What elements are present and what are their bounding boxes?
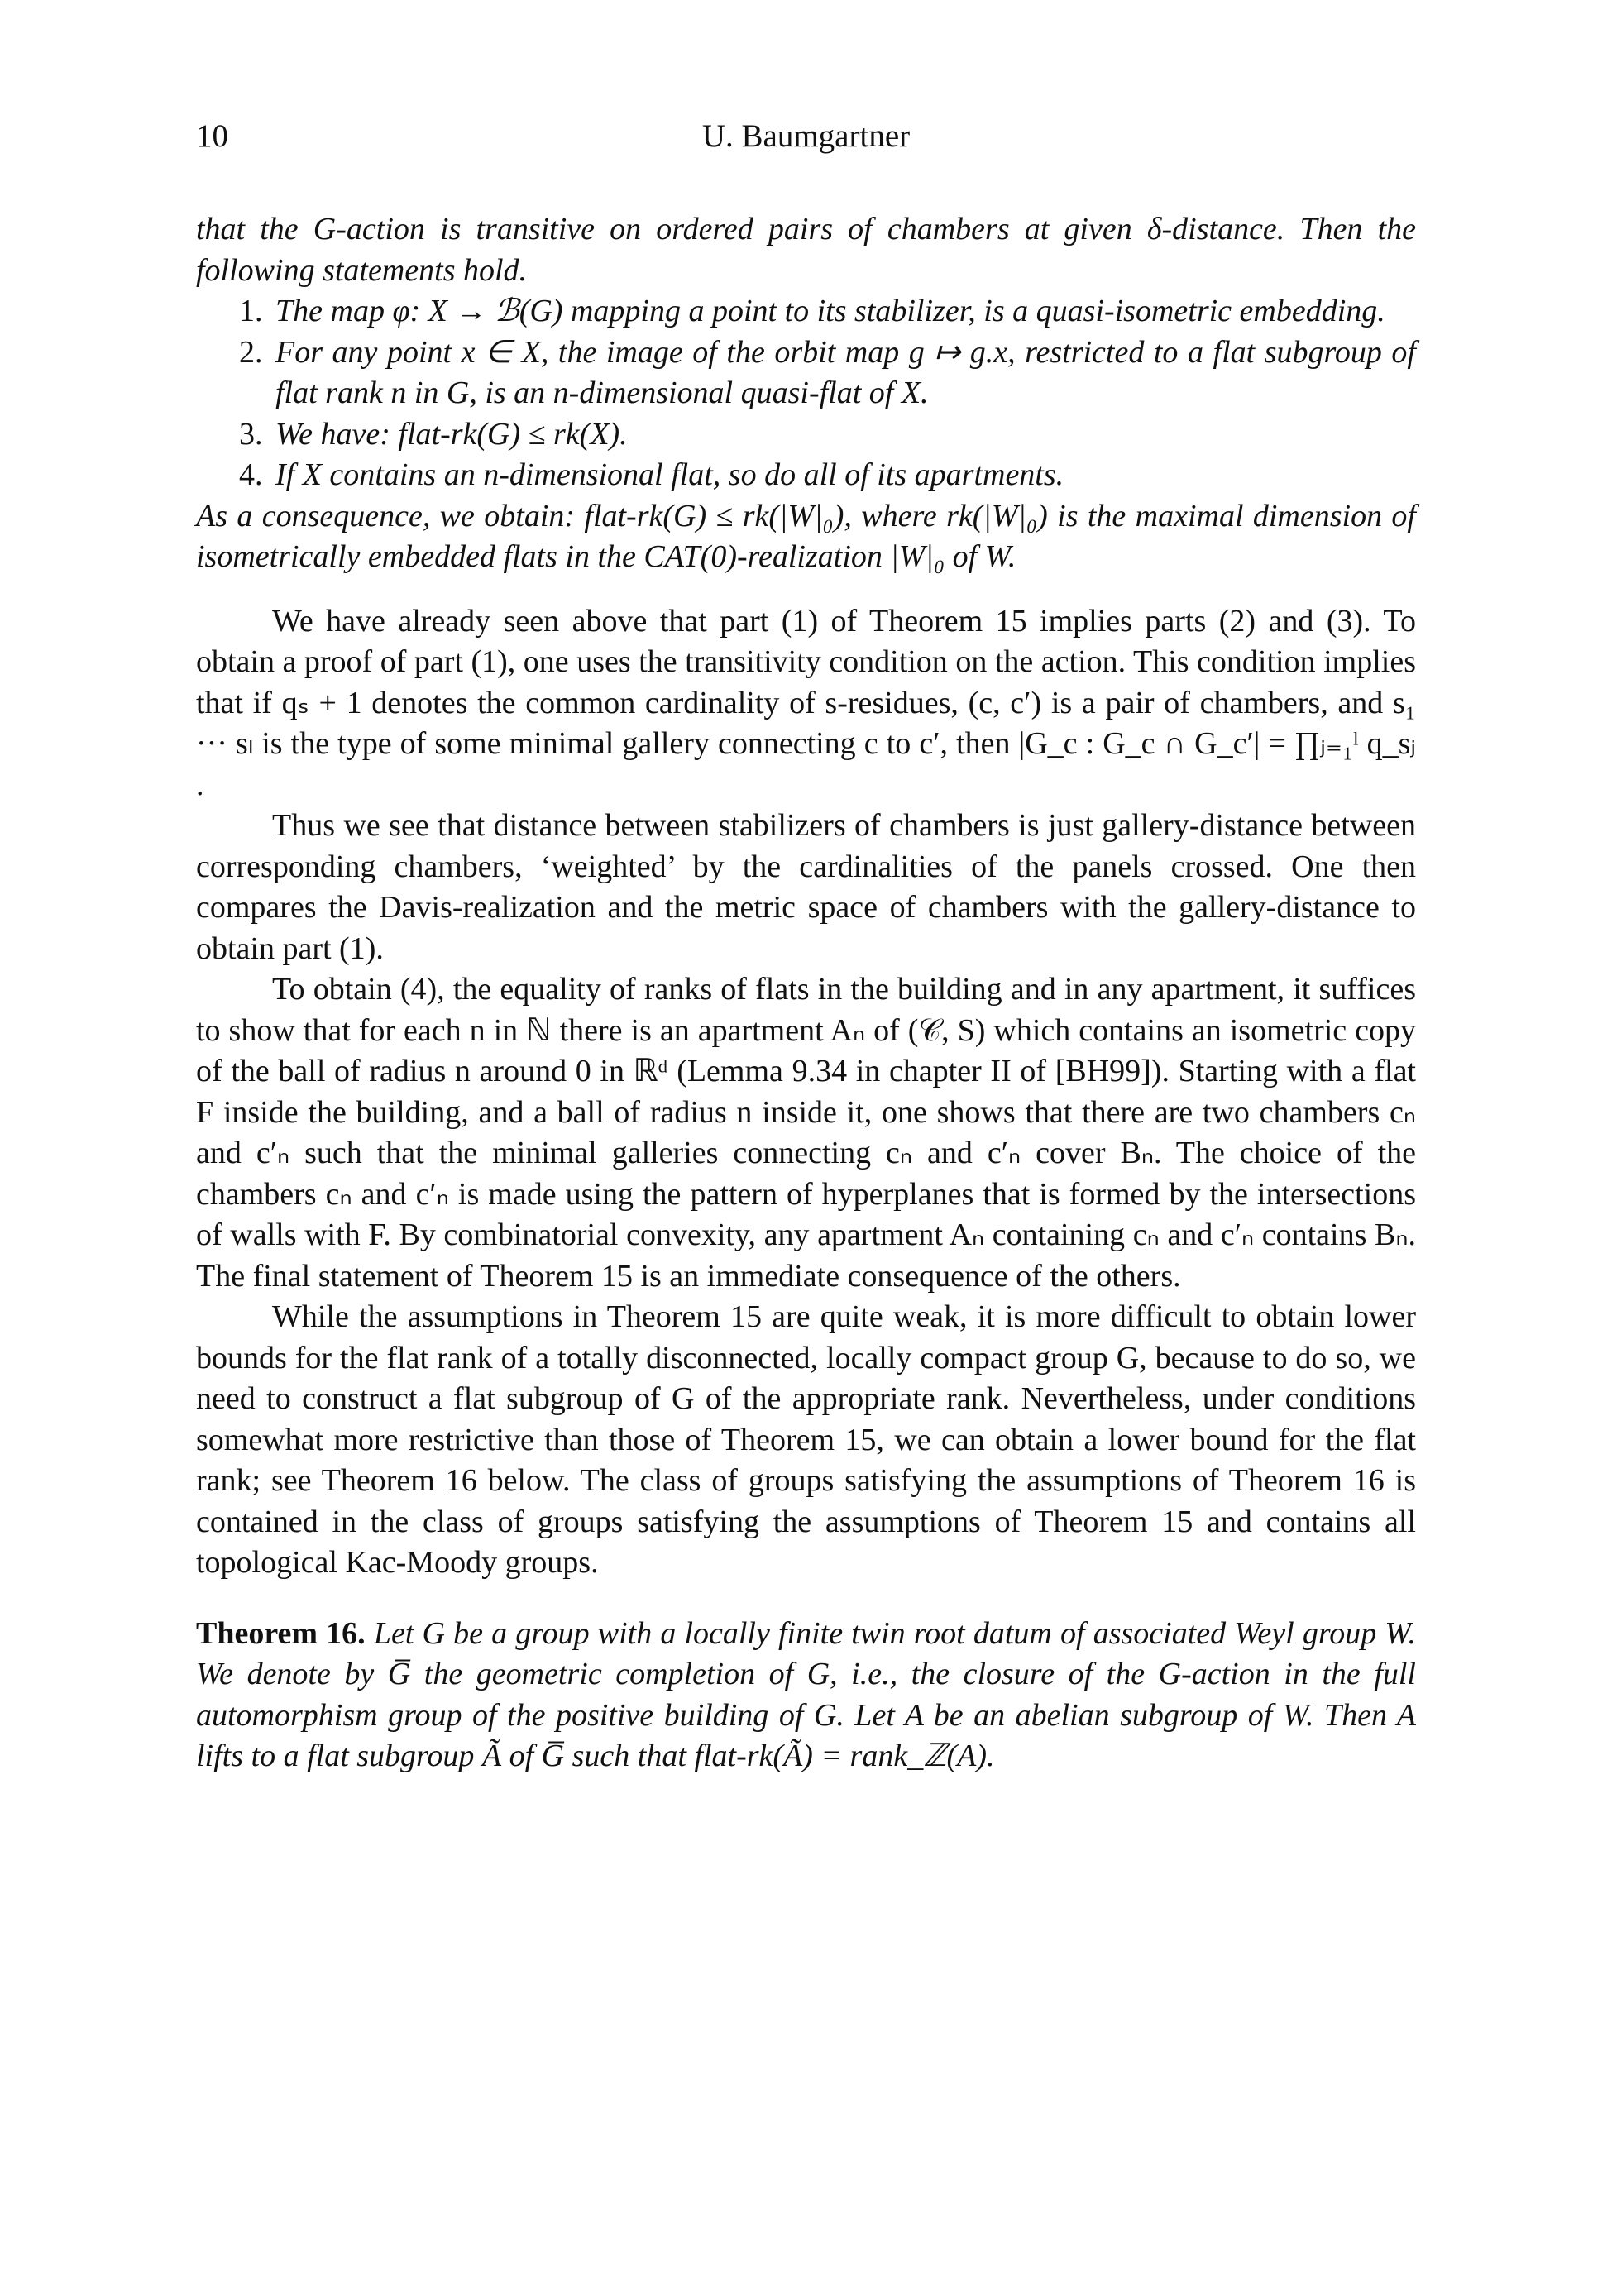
theorem15-consequence: As a consequence, we obtain: flat-rk(G) ≤ rk(|W|₀), where rk(|W|₀) is the maximal dimension of isometrically embedded flats in the CAT(0)-realization |W|₀ of W. [196, 498, 1416, 574]
list-item-number: 4. [239, 457, 263, 492]
list-item-text: If X contains an n-dimensional flat, so do all of its apartments. [275, 457, 1064, 492]
list-item [239, 414, 1416, 456]
running-author: U. Baumgartner [701, 118, 911, 154]
running-header [196, 117, 1416, 167]
theorem16-text: Let G be a group with a locally finite twin root datum of associated Weyl group W. We denote by G̅ the geometric completion of G, i.e., the closure of the G-action in the full automorphism group of the positive building of G. Let A be an abelian subgroup of W. Then A lifts to a flat subgroup Ã of G̅ such that flat-rk(Ã) = rank_ℤ(A). [196, 1615, 1417, 1773]
list-item-text: The map φ: X → ℬ(G) mapping a point to its stabilizer, is a quasi-isometric embedding. [275, 294, 1385, 328]
paragraph: To obtain (4), the equality of ranks of flats in the building and in any apartment, it suffices to show that for each n in ℕ there is an apartment Aₙ of (𝒞, S) which contains an isometric copy of the ball of radius n around 0 in ℝᵈ (Lemma 9.34 in chapter II of [BH99]). Starting with a flat F inside the building, and a ball of radius n inside it, one shows that there are two chambers cₙ and c′ₙ such that the minimal galleries connecting cₙ and c′ₙ cover Bₙ. The choice of the chambers cₙ and c′ₙ is made using the pattern of hyperplanes that is formed by the intersections of walls with F. By combinatorial convexity, any apartment Aₙ containing cₙ and c′ₙ contains Bₙ. The final statement of Theorem 15 is an immediate consequence of the others. [196, 972, 1416, 1294]
theorem16-label: Theorem 16. [196, 1615, 366, 1651]
page-number: 10 [196, 118, 228, 154]
theorem15-list [196, 291, 1416, 496]
list-item-number: 2. [239, 334, 263, 370]
list-item-number: 3. [239, 416, 263, 452]
list-item-text: We have: flat-rk(G) ≤ rk(X). [275, 416, 628, 452]
paragraph: While the assumptions in Theorem 15 are quite weak, it is more difficult to obtain lower bounds for the flat rank of a totally disconnected, locally compact group G, because to do so, we need to construct a flat subgroup of G of the appropriate rank. Nevertheless, under conditions somewhat more restrictive than those of Theorem 15, we can obtain a lower bound for the flat rank; see Theorem 16 below. The class of groups satisfying the assumptions of Theorem 16 is contained in the class of groups satisfying the assumptions of Theorem 15 and contains all topological Kac-Moody groups. [196, 1299, 1416, 1580]
list-item [239, 291, 1416, 332]
list-item [239, 455, 1416, 496]
paragraph: Thus we see that distance between stabilizers of chambers is just gallery-distance between corresponding chambers, ‘weighted’ by the cardinalities of the panels crossed. One then compares the Davis-realization and the metric space of chambers with the gallery-distance to obtain part (1). [196, 808, 1416, 966]
list-item-number: 1. [239, 294, 263, 328]
list-item-text: For any point x ∈ X, the image of the orbit map g ↦ g.x, restricted to a flat subgroup of flat rank n in G, is an n-dimensional quasi-flat of X. [275, 334, 1416, 410]
theorem15-intro: that the G-action is transitive on ordered pairs of chambers at given δ-distance. Then the following statements hold. [196, 212, 1416, 288]
paragraph: We have already seen above that part (1) of Theorem 15 implies parts (2) and (3). To obtain a proof of part (1), one uses the transitivity condition on the action. This condition implies that if qₛ + 1 denotes the common cardinality of s-residues, (c, c′) is a pair of chambers, and s₁ ··· sₗ is the type of some minimal gallery connecting c to c′, then |G_c : G_c ∩ G_c′| = ∏ⱼ₌₁ˡ q_sⱼ . [196, 603, 1416, 802]
body-text [196, 209, 1416, 1777]
theorem16 [196, 1614, 1416, 1777]
list-item [239, 332, 1416, 414]
